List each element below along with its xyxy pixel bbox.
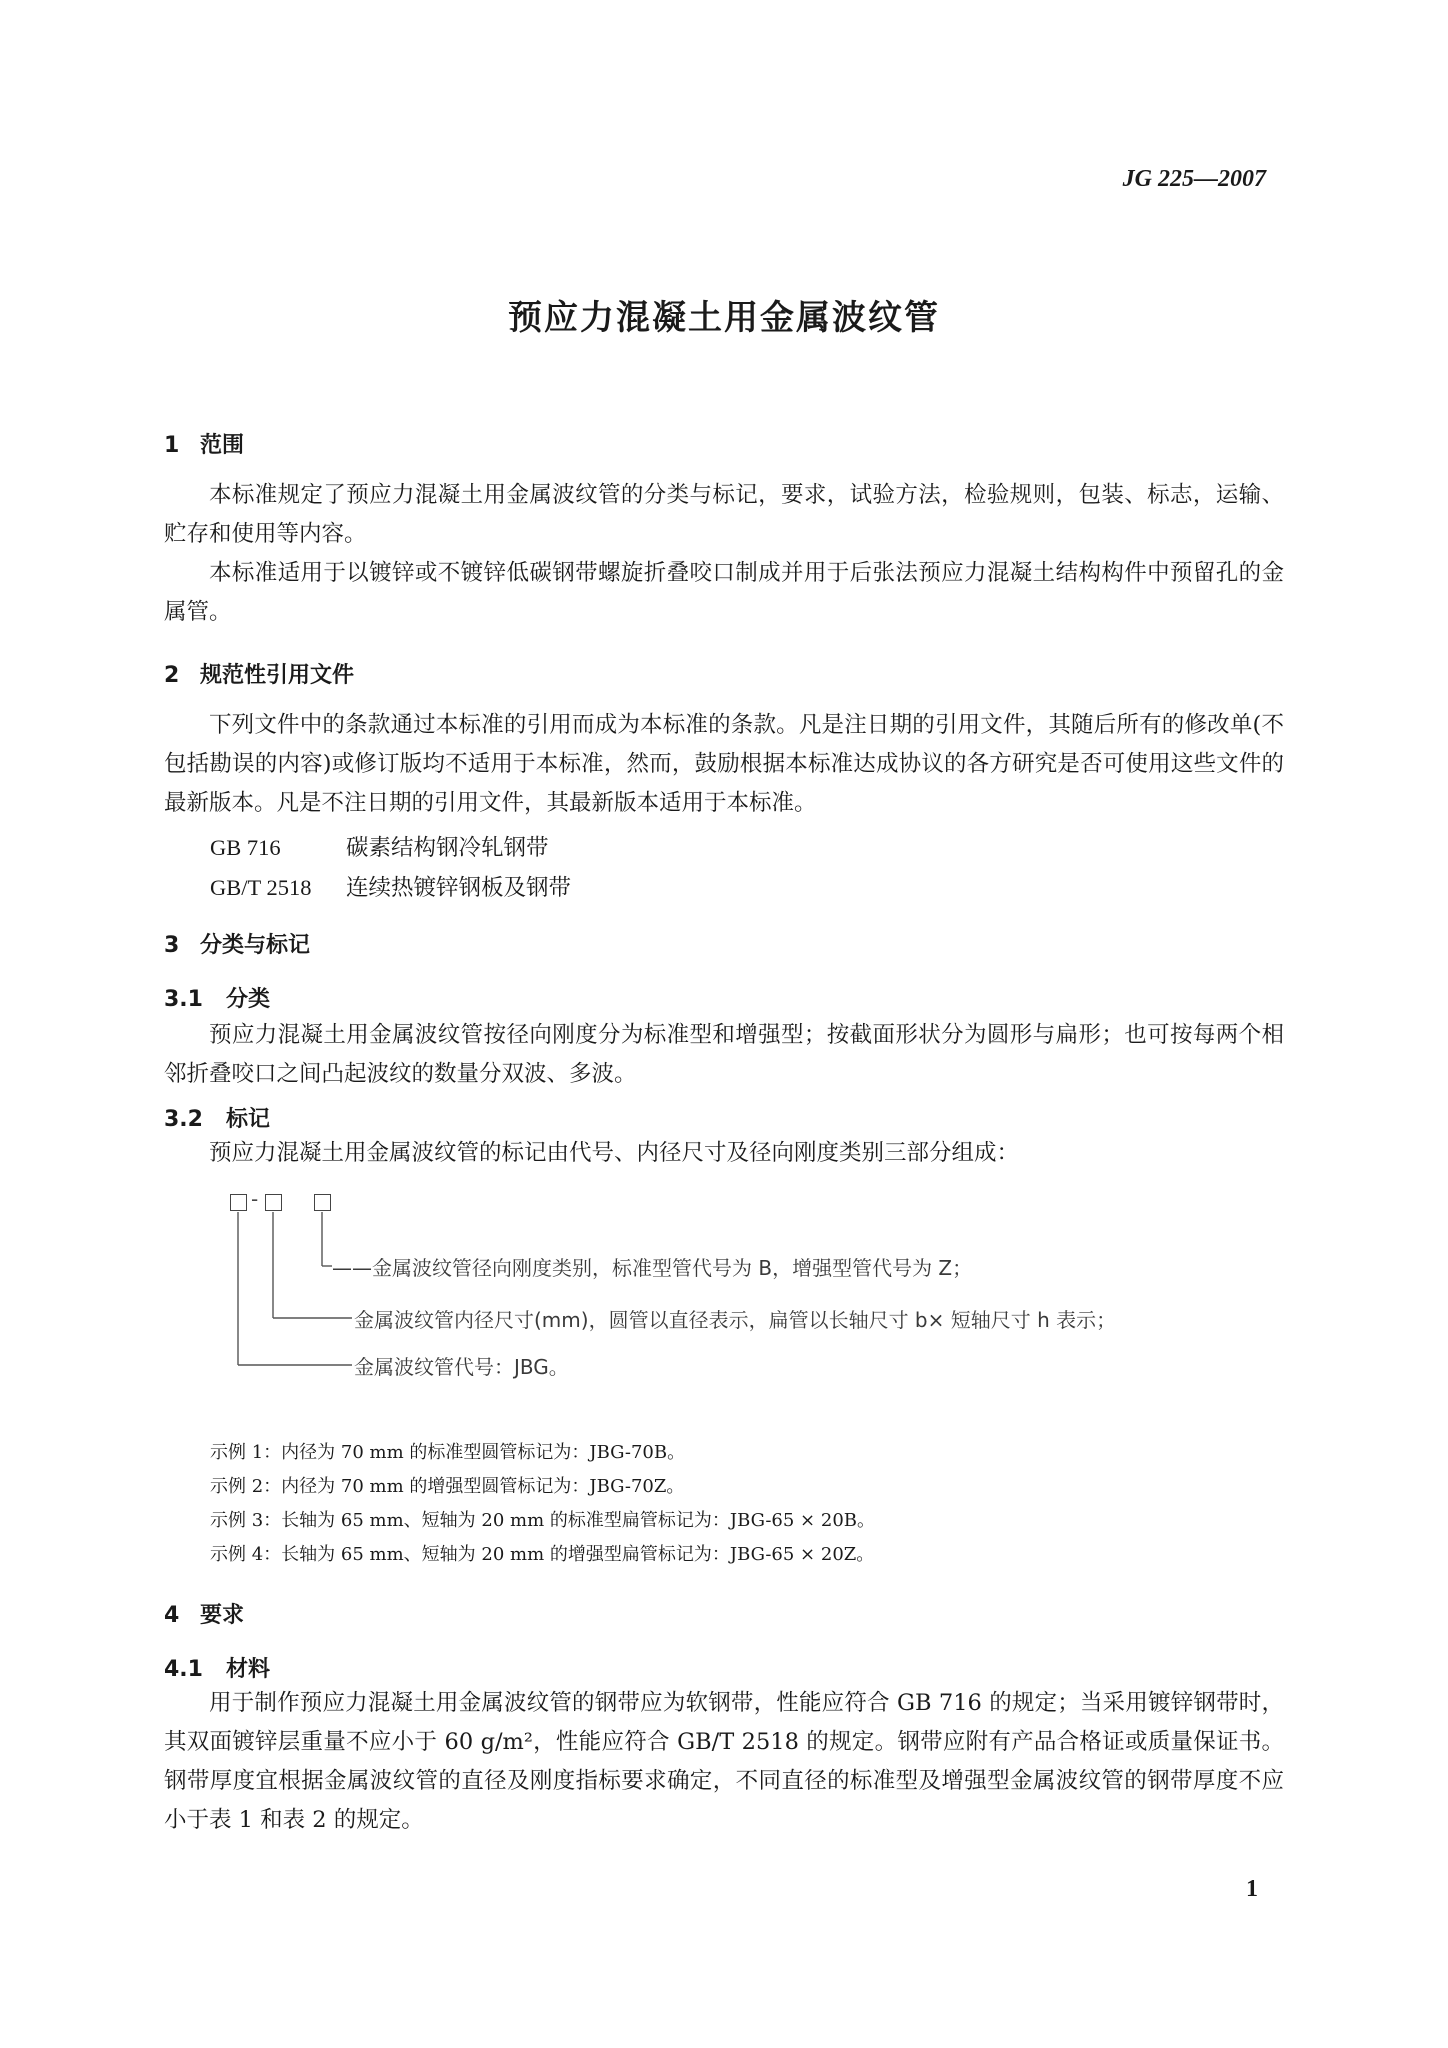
reference-code: GB/T 2518 [210,875,312,900]
section-1-paragraph-1: 本标准规定了预应力混凝土用金属波纹管的分类与标记，要求，试验方法，检验规则，包装、标志，运输、贮存和使用等内容。 [164,482,1284,547]
subsection-title: 材料 [226,1657,271,1682]
diameter-label: 金属波纹管内径尺寸(mm)，圆管以直径表示，扁管以长轴尺寸 b× 短轴尺寸 h 表示； [354,1308,1117,1332]
stiffness-label: ——金属波纹管径向刚度类别，标准型管代号为 B，增强型管代号为 Z； [332,1256,973,1280]
subsection-4-1-paragraph: 用于制作预应力混凝土用金属波纹管的钢带应为软钢带，性能应符合 GB 716 的规定；当采用镀锌钢带时，其双面镀锌层重量不应小于 60 g/m²，性能应符合 GB/T 2518 的规定。钢带应附有产品合格证或质量保证书。钢带厚度宜根据金属波纹管的直径及刚度指标要求确定，不同直径的标准型及增强型金属波纹管的钢带厚度不应小于表 1 和表 2 的规定。 [164,1690,1284,1833]
section-title: 范围 [200,433,245,458]
page-number: 1 [1246,1876,1258,1902]
reference-title: 连续热镀锌钢板及钢带 [346,875,572,901]
section-title: 分类与标记 [200,933,311,958]
code-label: 金属波纹管代号：JBG。 [354,1355,569,1379]
section-2-paragraph-1: 下列文件中的条款通过本标准的引用而成为本标准的条款。凡是注日期的引用文件，其随后所有的修改单(不包括勘误的内容)或修订版均不适用于本标准，然而，鼓励根据本标准达成协议的各方研究是否可使用这些文件的最新版本。凡是不注日期的引用文件，其最新版本适用于本标准。 [164,712,1284,816]
subsection-3-1-paragraph: 预应力混凝土用金属波纹管按径向刚度分为标准型和增强型；按截面形状分为圆形与扁形；也可按每两个相邻折叠咬口之间凸起波纹的数量分双波、多波。 [164,1022,1284,1087]
subsection-number: 4.1 [164,1657,203,1682]
section-number: 2 [164,663,180,688]
marking-example: 示例 1：内径为 70 mm 的标准型圆管标记为：JBG-70B。 [210,1442,686,1463]
marking-example: 示例 4：长轴为 65 mm、短轴为 20 mm 的增强型扁管标记为：JBG-65 × 20Z。 [210,1544,875,1565]
marking-example: 示例 2：内径为 70 mm 的增强型圆管标记为：JBG-70Z。 [210,1476,685,1497]
section-number: 1 [164,433,180,458]
section-1-paragraph-2: 本标准适用于以镀锌或不镀锌低碳钢带螺旋折叠咬口制成并用于后张法预应力混凝土结构构件中预留孔的金属管。 [164,560,1284,625]
section-4-heading [164,1598,244,1629]
subsection-number: 3.1 [164,987,203,1012]
section-title: 规范性引用文件 [200,663,355,688]
marking-example: 示例 3：长轴为 65 mm、短轴为 20 mm 的标准型扁管标记为：JBG-65 × 20B。 [210,1510,875,1531]
reference-title: 碳素结构钢冷轧钢带 [346,835,549,861]
subsection-title: 标记 [226,1107,271,1132]
subsection-number: 3.2 [164,1107,203,1132]
section-number: 4 [164,1603,180,1628]
subsection-3-2-paragraph: 预应力混凝土用金属波纹管的标记由代号、内径尺寸及径向刚度类别三部分组成： [209,1140,1020,1166]
subsection-4-1-heading [164,1652,270,1683]
diagram-dash: - [251,1187,259,1211]
section-title: 要求 [200,1603,245,1628]
standard-code: JG 225—2007 [1122,166,1266,192]
document-title: 预应力混凝土用金属波纹管 [508,298,940,338]
subsection-title: 分类 [226,987,271,1012]
section-number: 3 [164,933,180,958]
reference-code: GB 716 [210,835,281,860]
